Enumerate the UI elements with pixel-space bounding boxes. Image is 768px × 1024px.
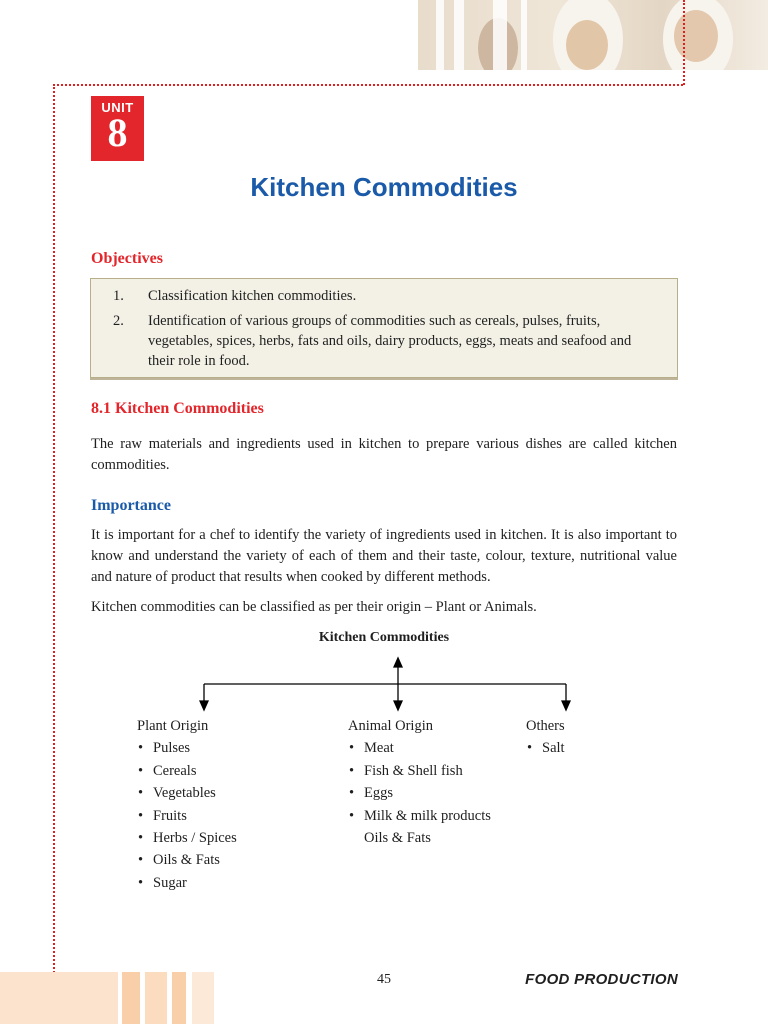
objective-item [113,286,659,306]
header-photo-strip [418,0,768,70]
list-item: • Fruits [137,805,237,827]
objective-number: 2. [113,313,124,329]
animal-origin-column [348,715,491,849]
chef-photo [674,10,718,62]
list-item: • Milk & milk products [348,805,491,827]
plant-origin-column [137,715,237,894]
list-item: • Pulses [137,737,237,759]
list-item: • Cereals [137,760,237,782]
book-title: FOOD PRODUCTION [525,971,678,988]
list-item: • Oils & Fats [137,849,237,871]
objective-text: Identification of various groups of commodities such as cereals, pulses, fruits, vegetables, spices, herbs, fats and oils, dairy products, eggs, meats and seafood and their role in food. [148,313,632,369]
list-item: • Eggs [348,782,491,804]
unit-label: UNIT [101,100,134,115]
column-heading: Animal Origin [348,718,433,734]
page-number: 45 [377,972,391,987]
page-border-left [53,84,55,1024]
tree-title: Kitchen Commodities [318,630,450,645]
list-item: • Sugar [137,872,237,894]
page-title: Kitchen Commodities [250,172,518,202]
objective-item [113,311,659,371]
column-heading: Plant Origin [137,718,209,734]
tree-connector-lines [180,650,600,712]
list-item: • Fish & Shell fish [348,760,491,782]
list-item: • Meat [348,737,491,759]
column-heading: Others [526,718,565,734]
list-item: Oils & Fats [364,830,431,847]
unit-number: 8 [107,110,128,155]
chef-photo [566,20,608,70]
others-column [526,715,565,760]
page-border-top [53,84,683,86]
classification-paragraph: Kitchen commodities can be classified as per their origin – Plant or Animals. [91,599,537,615]
objectives-heading: Objectives [91,250,163,267]
list-item: • Herbs / Spices [137,827,237,849]
objectives-box [90,278,678,378]
page-border-right [683,0,685,85]
list-item: • Vegetables [137,782,237,804]
intro-paragraph: The raw materials and ingredients used in kitchen to prepare various dishes are called kitchen commodities. [91,436,677,473]
objective-number: 1. [113,288,124,304]
unit-badge [91,96,144,161]
section-heading: 8.1 Kitchen Commodities [91,400,264,417]
list-item: • Salt [526,737,565,759]
importance-heading: Importance [91,497,171,514]
importance-paragraph: It is important for a chef to identify the variety of ingredients used in kitchen. It is also important to know and understand the variety of each of them and their taste, colour, texture, nutritional value and nature of product that results when cooked by different methods. [91,527,677,585]
objective-text: Classification kitchen commodities. [148,288,357,304]
